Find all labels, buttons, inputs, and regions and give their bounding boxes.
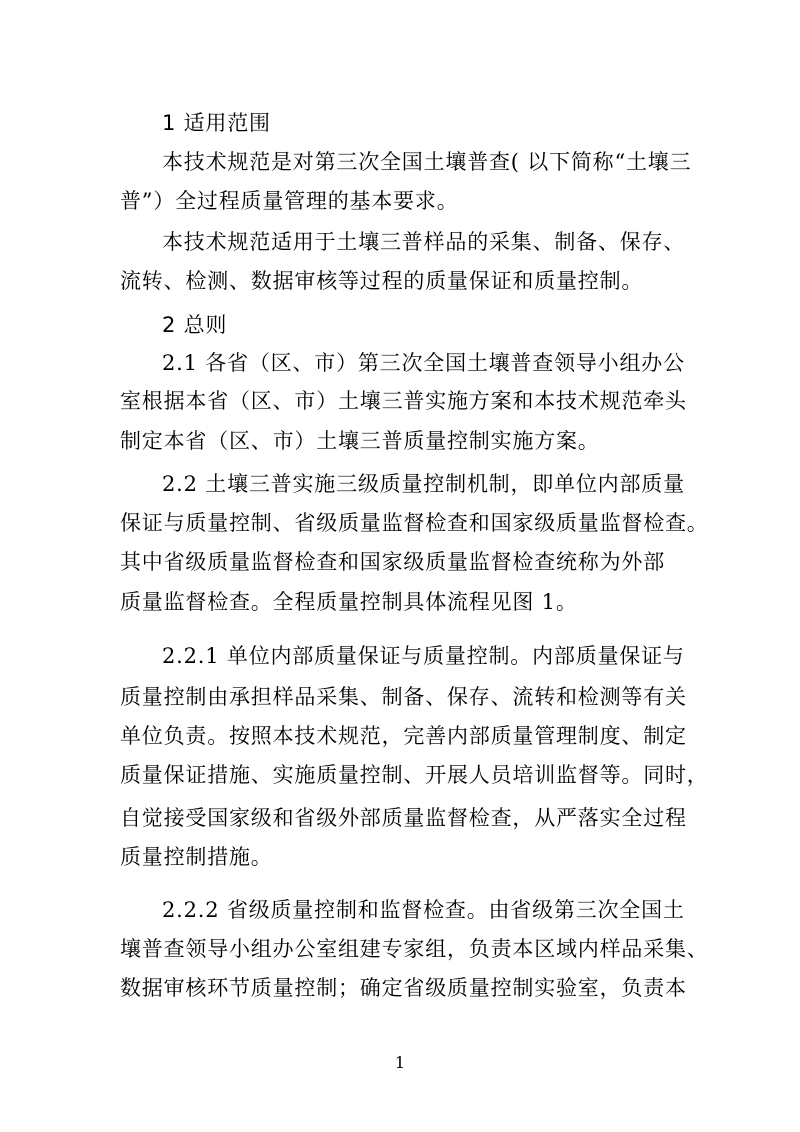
section-heading-general: 2 总则 <box>162 313 228 337</box>
paragraph-line: 2.1 各省（区、市）第三次全国土壤普查领导小组办公 <box>162 351 685 375</box>
paragraph-line: 其中省级质量监督检查和国家级质量监督检查统称为外部 <box>120 550 665 574</box>
paragraph-line: 2.2.2 省级质量控制和监督检查。由省级第三次全国土 <box>162 898 685 922</box>
paragraph-line: 普”）全过程质量管理的基本要求。 <box>120 189 459 213</box>
paragraph-line: 单位负责。按照本技术规范，完善内部质量管理制度、制定 <box>120 724 687 748</box>
paragraph-line: 壤普查领导小组办公室组建专家组，负责本区域内样品采集、 <box>120 937 709 961</box>
paragraph-line: 质量保证措施、实施质量控制、开展人员培训监督等。同时， <box>120 763 709 787</box>
page-number: 1 <box>394 1053 406 1072</box>
paragraph-line: 自觉接受国家级和省级外部质量监督检查，从严落实全过程 <box>120 806 687 830</box>
paragraph-line: 质量控制措施。 <box>120 845 273 869</box>
paragraph-line: 保证与质量控制、省级质量监督检查和国家级质量监督检查。 <box>120 511 709 535</box>
section-heading-scope: 1 适用范围 <box>162 111 271 135</box>
paragraph-line: 质量控制由承担样品采集、制备、保存、流转和检测等有关 <box>120 685 687 709</box>
paragraph-line: 2.2.1 单位内部质量保证与质量控制。内部质量保证与 <box>162 644 685 668</box>
paragraph-line: 质量监督检查。全程质量控制具体流程见图 1。 <box>120 590 578 614</box>
paragraph-line: 本技术规范是对第三次全国土壤普查( 以下简称“土壤三 <box>162 150 692 174</box>
paragraph-line: 数据审核环节质量控制；确定省级质量控制实验室，负责本 <box>120 976 687 1000</box>
paragraph-line: 制定本省（区、市）土壤三普质量控制实施方案。 <box>120 429 600 453</box>
paragraph-line: 2.2 土壤三普实施三级质量控制机制，即单位内部质量 <box>162 472 685 496</box>
paragraph-line: 流转、检测、数据审核等过程的质量保证和质量控制。 <box>120 269 644 293</box>
paragraph-line: 室根据本省（区、市）土壤三普实施方案和本技术规范牵头 <box>120 389 687 413</box>
paragraph-line: 本技术规范适用于土壤三普样品的采集、制备、保存、 <box>162 230 686 254</box>
